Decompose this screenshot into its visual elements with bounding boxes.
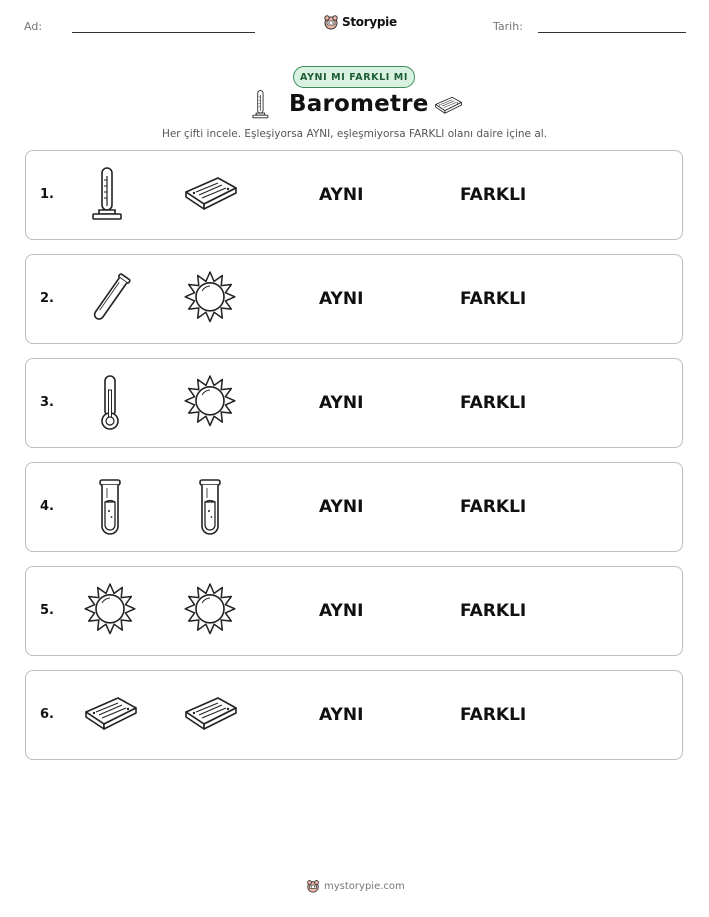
date-line	[538, 32, 686, 33]
thermometer-icon	[82, 374, 138, 432]
barometer-plate-icon	[432, 91, 464, 121]
sun-icon	[182, 374, 238, 432]
liquid-tube-icon	[82, 478, 138, 536]
option-same[interactable]: AYNI	[319, 393, 364, 413]
option-different[interactable]: FARKLI	[460, 601, 527, 621]
question-number: 3.	[40, 395, 54, 410]
question-number: 1.	[40, 187, 54, 202]
brand-logo	[323, 14, 397, 30]
question-row	[25, 566, 683, 656]
option-different[interactable]: FARKLI	[460, 185, 527, 205]
name-line	[72, 32, 255, 33]
option-different[interactable]: FARKLI	[460, 289, 527, 309]
barometer-thermometer-icon	[247, 89, 277, 121]
name-label: Ad:	[24, 20, 43, 33]
option-different[interactable]: FARKLI	[460, 393, 527, 413]
option-same[interactable]: AYNI	[319, 185, 364, 205]
question-row	[25, 358, 683, 448]
option-same[interactable]: AYNI	[319, 289, 364, 309]
sun-icon	[182, 582, 238, 640]
question-row	[25, 670, 683, 760]
test-tube-icon	[82, 270, 138, 328]
question-number: 6.	[40, 707, 54, 722]
sun-icon	[182, 270, 238, 328]
barometer-plate-icon	[182, 686, 238, 744]
instructions: Her çifti incele. Eşleşiyorsa AYNI, eşleşmiyorsa FARKLI olanı daire içine al.	[161, 128, 548, 140]
sun-icon	[82, 582, 138, 640]
barometer-plate-icon	[182, 166, 238, 224]
footer-website: mystorypie.com	[324, 880, 405, 892]
storypie-icon	[306, 879, 320, 893]
liquid-tube-icon	[182, 478, 238, 536]
option-different[interactable]: FARKLI	[460, 497, 527, 517]
barometer-thermometer-icon	[82, 166, 138, 224]
worksheet-type-badge: AYNI MI FARKLI MI	[293, 66, 415, 88]
title-row	[0, 89, 709, 125]
question-row	[25, 462, 683, 552]
question-number: 4.	[40, 499, 54, 514]
question-row	[25, 254, 683, 344]
barometer-plate-icon	[82, 686, 138, 744]
storypie-icon	[323, 14, 339, 30]
question-number: 5.	[40, 603, 54, 618]
option-same[interactable]: AYNI	[319, 601, 364, 621]
option-same[interactable]: AYNI	[319, 497, 364, 517]
page-title: Barometre	[289, 91, 429, 117]
footer	[306, 879, 405, 893]
question-row	[25, 150, 683, 240]
question-number: 2.	[40, 291, 54, 306]
option-same[interactable]: AYNI	[319, 705, 364, 725]
brand-name: Storypie	[342, 15, 397, 29]
option-different[interactable]: FARKLI	[460, 705, 527, 725]
date-label: Tarih:	[493, 20, 523, 33]
